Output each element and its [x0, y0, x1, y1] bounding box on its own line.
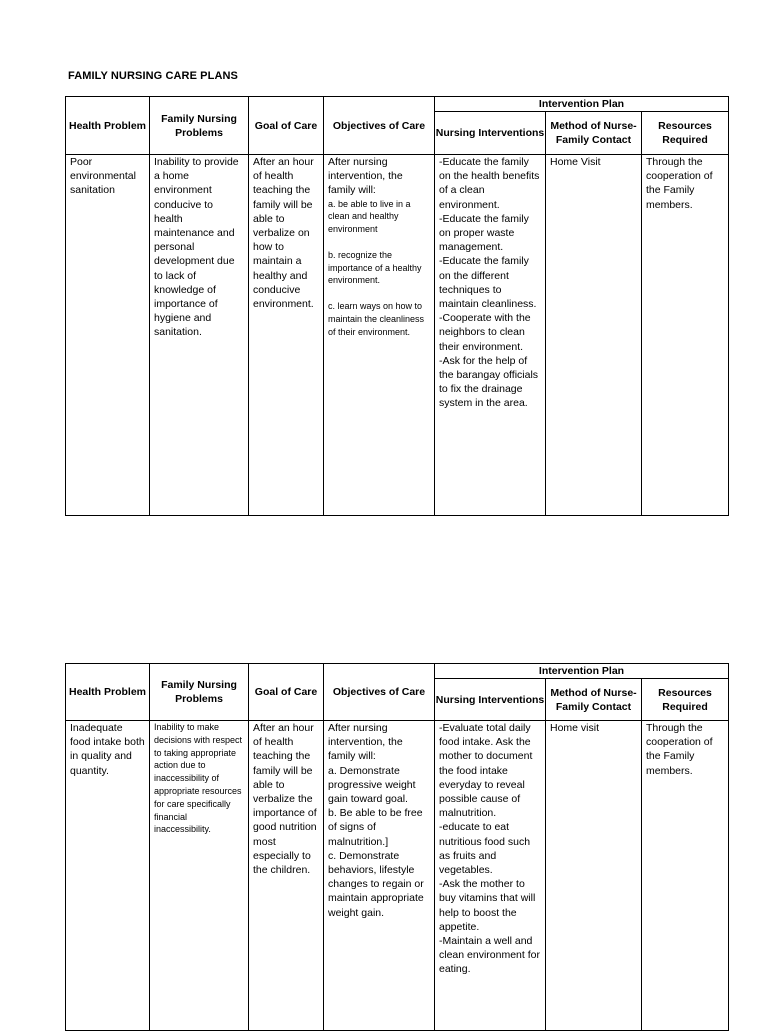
objectives-of-care-cell: After nursing intervention, the family will: a. Demonstrate progressive weight gain toward goal. b. Be able to be free of signs of malnutrition.] c. Demonstrate behaviors, lifestyle changes to regain or maintain appropriate weight gain.: [328, 722, 424, 919]
header-method-of-contact: Method of Nurse-Family Contact: [546, 679, 642, 721]
header-family-nursing-problems: Family Nursing Problems: [150, 664, 249, 721]
header-intervention-plan: Intervention Plan: [435, 664, 729, 679]
resources-required-cell: Through the cooperation of the Family members.: [646, 156, 713, 211]
header-goal-of-care: Goal of Care: [249, 97, 324, 155]
health-problem-cell: Inadequate food intake both in quality and quantity.: [70, 722, 145, 777]
family-nursing-problems-cell: Inability to make decisions with respect to taking appropriate action due to inaccessibility of appropriate resources for care specifically financial inaccessibility.: [154, 722, 243, 835]
health-problem-cell: Poor environmental sanitation: [70, 156, 136, 197]
header-goal-of-care: Goal of Care: [249, 664, 324, 721]
goal-of-care-cell: After an hour of health teaching the family will be able to verbalize on how to maintain a healthy and conducive environment.: [253, 156, 314, 311]
objectives-detail: a. be able to live in a clean and healthy environment b. recognize the importance of a healthy environment. c. learn ways on how to maintain the cleanliness of their environment.: [328, 198, 425, 337]
goal-of-care-cell: After an hour of health teaching the family will be able to verbalize the importance of good nutrition most especially to the children.: [253, 722, 317, 877]
header-objectives-of-care: Objectives of Care: [324, 97, 435, 155]
nursing-interventions-cell: -Educate the family on the health benefits of a clean environment. -Educate the family on proper waste management. -Educate the family on the different techniques to maintain cleanliness. -Cooperate with the neighbors to clean their environment. -Ask for the help of the barangay officials to fix the drainage system in the area.: [439, 156, 540, 410]
header-resources-required: Resources Required: [642, 679, 729, 721]
header-intervention-plan: Intervention Plan: [435, 97, 729, 112]
family-nursing-problems-cell: Inability to provide a home environment conducive to health maintenance and personal development due to lack of knowledge of importance of hygiene and sanitation.: [154, 156, 239, 339]
table-row: [66, 721, 729, 1031]
objectives-intro: After nursing intervention, the family will:: [328, 156, 403, 197]
care-plan-table-2: [65, 663, 729, 1031]
method-of-contact-cell: Home visit: [550, 722, 600, 734]
header-objectives-of-care: Objectives of Care: [324, 664, 435, 721]
header-family-nursing-problems: Family Nursing Problems: [150, 97, 249, 155]
header-health-problem: Health Problem: [66, 664, 150, 721]
nursing-interventions-cell: -Evaluate total daily food intake. Ask the mother to document the food intake everyday to reveal possible cause of malnutrition. -educate to eat nutritious food such as fruits and vegetables. -Ask the mother to buy vitamins that will help to boost the appetite. -Maintain a well and clean environment for eating.: [439, 722, 540, 976]
resources-required-cell: Through the cooperation of the Family members.: [646, 722, 713, 777]
header-nursing-interventions: Nursing Interventions: [435, 112, 546, 155]
header-resources-required: Resources Required: [642, 112, 729, 155]
header-nursing-interventions: Nursing Interventions: [435, 679, 546, 721]
header-health-problem: Health Problem: [66, 97, 150, 155]
header-method-of-contact: Method of Nurse-Family Contact: [546, 112, 642, 155]
table-row: [66, 155, 729, 516]
care-plan-table-1: [65, 96, 729, 516]
method-of-contact-cell: Home Visit: [550, 156, 601, 168]
document-title: FAMILY NURSING CARE PLANS: [68, 70, 238, 82]
